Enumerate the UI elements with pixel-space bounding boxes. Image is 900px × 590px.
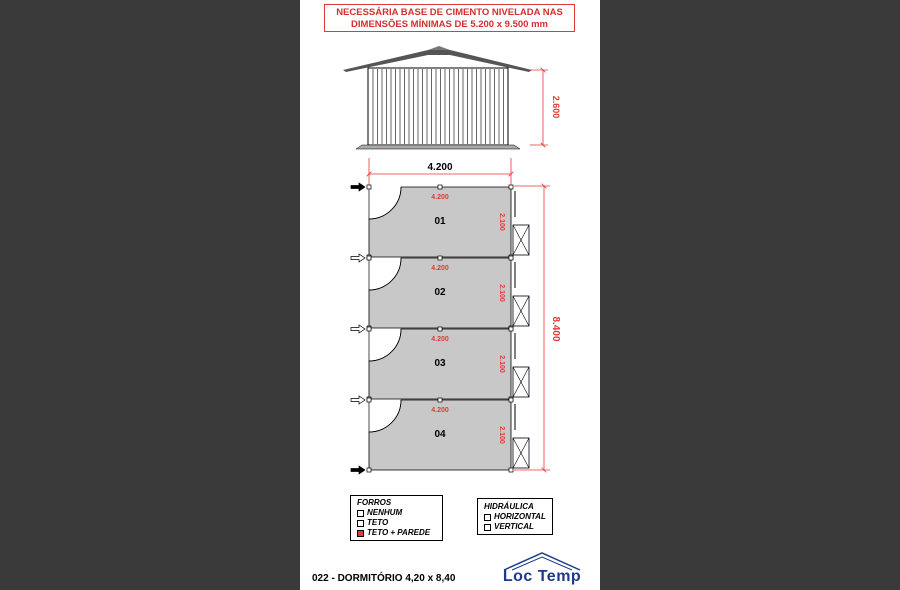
hidraulica-option-vertical[interactable] bbox=[484, 522, 552, 532]
corner-post bbox=[509, 398, 513, 402]
room-number: 02 bbox=[434, 287, 446, 298]
corner-post bbox=[367, 398, 371, 402]
height-dimension-label: 2.600 bbox=[551, 95, 561, 119]
checkbox-horizontal[interactable] bbox=[484, 514, 491, 521]
container-wall bbox=[368, 68, 508, 145]
front-elevation bbox=[343, 46, 561, 149]
entrance-arrow-icon bbox=[351, 396, 365, 404]
notice-line-2: DIMENSÕES MÍNIMAS DE 5.200 x 9.500 mm bbox=[351, 19, 548, 30]
corner-post bbox=[367, 256, 371, 260]
hidraulica-option-horizontal[interactable] bbox=[484, 512, 552, 522]
entrance-arrow-icon bbox=[351, 325, 365, 333]
forros-option-label: NENHUM bbox=[367, 508, 403, 517]
forros-option-label: TETO + PAREDE bbox=[367, 528, 431, 537]
drawing-sheet bbox=[300, 0, 600, 590]
room-depth-label: 2.100 bbox=[498, 426, 505, 444]
company-logo bbox=[496, 550, 588, 588]
forros-legend bbox=[350, 495, 443, 541]
room-width-label: 4.200 bbox=[431, 336, 449, 343]
corner-post bbox=[509, 327, 513, 331]
corner-post bbox=[367, 185, 371, 189]
plan-width-dimension bbox=[369, 158, 511, 185]
entrance-arrow-icon bbox=[351, 254, 365, 262]
base-plinth bbox=[356, 145, 520, 149]
mid-post bbox=[438, 185, 442, 189]
floor-plan bbox=[351, 183, 529, 474]
room-module-01 bbox=[367, 185, 529, 259]
drawing-title: 022 - DORMITÓRIO 4,20 x 8,40 bbox=[312, 573, 456, 584]
mid-post bbox=[438, 256, 442, 260]
room-depth-label: 2.100 bbox=[498, 213, 505, 231]
corner-post bbox=[367, 468, 371, 472]
corner-post bbox=[509, 256, 513, 260]
mid-post bbox=[438, 327, 442, 331]
entrance-arrow-icon bbox=[351, 183, 365, 191]
hidraulica-option-label: VERTICAL bbox=[494, 522, 534, 531]
hidraulica-option-label: HORIZONTAL bbox=[494, 512, 546, 521]
width-dimension-label: 4.200 bbox=[427, 162, 453, 173]
logo-text: Loc Temp bbox=[502, 568, 582, 585]
notice-line-1: NECESSÁRIA BASE DE CIMENTO NIVELADA NAS bbox=[336, 7, 563, 18]
forros-option-teto[interactable] bbox=[357, 518, 442, 528]
room-number: 03 bbox=[434, 358, 446, 369]
entrance-arrow-icon bbox=[351, 466, 365, 474]
corner-post bbox=[367, 327, 371, 331]
checkbox-vertical[interactable] bbox=[484, 524, 491, 531]
checkbox-teto-parede[interactable] bbox=[357, 530, 364, 537]
forros-title: FORROS bbox=[357, 498, 392, 507]
corner-post bbox=[509, 185, 513, 189]
mid-post bbox=[438, 398, 442, 402]
room-number: 01 bbox=[434, 216, 446, 227]
forros-option-nenhum[interactable] bbox=[357, 508, 442, 518]
checkbox-teto[interactable] bbox=[357, 520, 364, 527]
length-dimension-label: 8.400 bbox=[550, 316, 561, 342]
room-module-03 bbox=[367, 327, 529, 401]
room-module-02 bbox=[367, 256, 529, 330]
roof-ridge bbox=[428, 46, 450, 50]
room-number: 04 bbox=[434, 429, 446, 440]
corner-post bbox=[509, 468, 513, 472]
forros-option-teto-parede[interactable] bbox=[357, 528, 442, 538]
room-depth-label: 2.100 bbox=[498, 284, 505, 302]
room-module-04 bbox=[367, 398, 529, 472]
technical-drawing bbox=[300, 0, 600, 495]
room-width-label: 4.200 bbox=[431, 194, 449, 201]
hidraulica-legend bbox=[477, 498, 553, 535]
room-depth-label: 2.100 bbox=[498, 355, 505, 373]
forros-option-label: TETO bbox=[367, 518, 389, 527]
hidraulica-title: HIDRÁULICA bbox=[484, 502, 534, 511]
room-width-label: 4.200 bbox=[431, 265, 449, 272]
checkbox-nenhum[interactable] bbox=[357, 510, 364, 517]
room-width-label: 4.200 bbox=[431, 407, 449, 414]
